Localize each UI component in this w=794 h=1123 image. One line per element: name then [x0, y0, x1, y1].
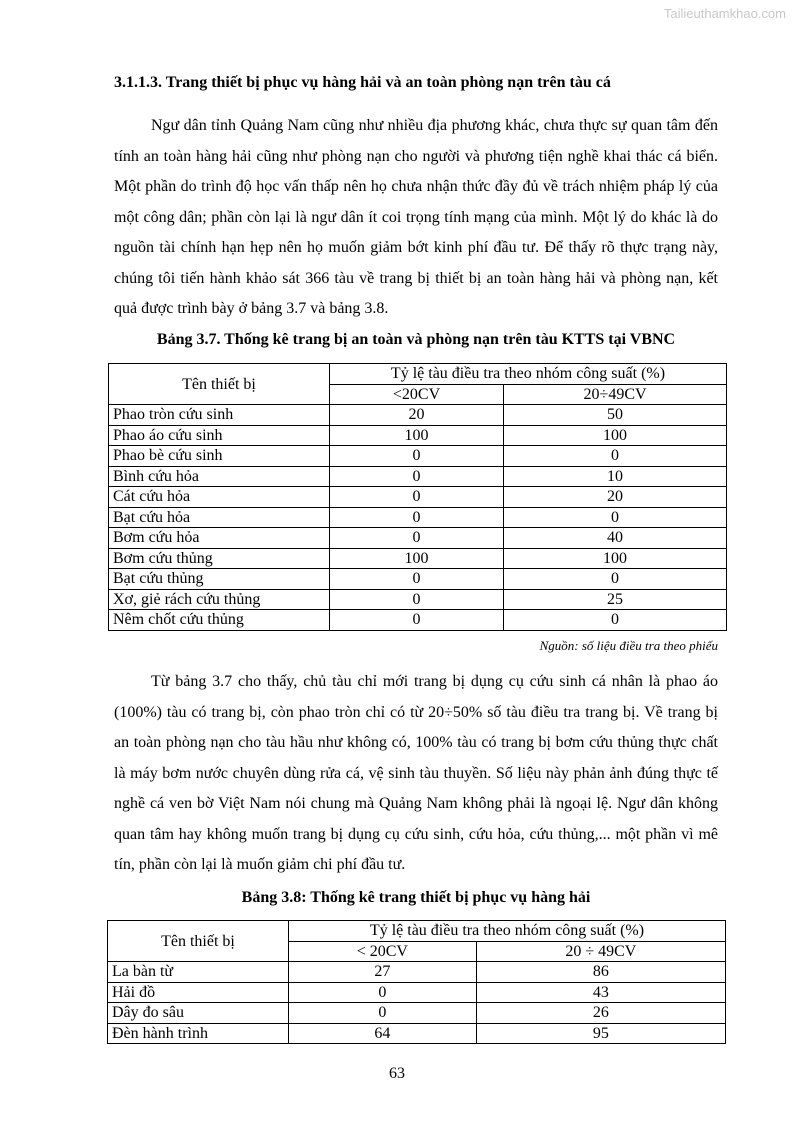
paragraph-analysis: Từ bảng 3.7 cho thấy, chủ tàu chỉ mới trang bị dụng cụ cứu sinh cá nhân là phao áo (100%) tàu có trang bị, còn phao tròn chỉ có từ 20÷50% số tàu điều tra trang bị. Về trang bị an toàn phòng nạn cho tàu hầu như không có, 100% tàu có trang bị bơm cứu thủng thực chất là máy bơm nước chuyên dùng rửa cá, vệ sinh tàu thuyền. Số liệu này phản ảnh đúng thực tế nghề cá ven bờ Việt Nam nói chung mà Quảng Nam không phải là ngoại lệ. Ngư dân không quan tâm hay không muốn trang bị dụng cụ cứu sinh, cứu hỏa, cứu thủng,... một phần vì mê tín, phần còn lại là muốn giảm chi phí đầu tư.: [114, 673, 718, 873]
column-header-device: Tên thiết bị: [108, 921, 289, 962]
table-row: [109, 446, 727, 467]
table-3-7-caption: Bảng 3.7. Thống kê trang bị an toàn và phòng nạn trên tàu KTTS tại VBNC: [156, 331, 676, 348]
value-under-20cv-cell: 0: [330, 610, 504, 631]
device-name-cell: Đèn hành trình: [108, 1023, 289, 1044]
table-source-note: Nguồn: số liệu điều tra theo phiếu: [539, 638, 718, 653]
table-row: [108, 1023, 726, 1044]
device-name-cell: Cát cứu hỏa: [109, 487, 330, 508]
value-20-49cv-cell: 25: [504, 589, 727, 610]
value-20-49cv-cell: 95: [476, 1023, 725, 1044]
value-under-20cv-cell: 0: [330, 466, 504, 487]
table-row: [109, 487, 727, 508]
device-name-cell: Bơm cứu hỏa: [109, 528, 330, 549]
value-under-20cv-cell: 0: [330, 528, 504, 549]
value-20-49cv-cell: 0: [504, 569, 727, 590]
device-name-cell: Phao áo cứu sinh: [109, 425, 330, 446]
table-row: [109, 405, 727, 426]
value-under-20cv-cell: 0: [289, 1003, 477, 1024]
device-name-cell: La bàn từ: [108, 962, 289, 983]
table-3-8-body: [108, 962, 726, 1044]
column-header-group: Tỷ lệ tàu điều tra theo nhóm công suất (%): [289, 921, 726, 942]
column-header-under-20cv: <20CV: [330, 384, 504, 405]
value-under-20cv-cell: 27: [289, 962, 477, 983]
value-20-49cv-cell: 100: [504, 548, 727, 569]
table-row: [109, 528, 727, 549]
paragraph-intro: Ngư dân tỉnh Quảng Nam cũng như nhiều địa phương khác, chưa thực sự quan tâm đến tính an toàn hàng hải cũng như phòng nạn cho người và phương tiện nghề khai thác cá biển. Một phần do trình độ học vấn thấp nên họ chưa nhận thức đầy đủ về trách nhiệm pháp lý của một công dân; phần còn lại là ngư dân ít coi trọng tính mạng của mình. Một lý do khác là do nguồn tài chính hạn hẹp nên họ muốn giảm bớt kinh phí đầu tư. Để thấy rõ thực trạng này, chúng tôi tiến hành khảo sát 366 tàu về trang bị thiết bị an toàn hàng hải và phòng nạn, kết quả được trình bày ở bảng 3.7 và bảng 3.8.: [114, 117, 718, 317]
value-20-49cv-cell: 0: [504, 446, 727, 467]
table-3-7: [108, 363, 727, 631]
value-20-49cv-cell: 40: [504, 528, 727, 549]
device-name-cell: Xơ, giẻ rách cứu thủng: [109, 589, 330, 610]
value-20-49cv-cell: 100: [504, 425, 727, 446]
value-20-49cv-cell: 43: [476, 982, 725, 1003]
table-3-7-body: [109, 405, 727, 631]
value-under-20cv-cell: 20: [330, 405, 504, 426]
device-name-cell: Bạt cứu thủng: [109, 569, 330, 590]
value-under-20cv-cell: 0: [330, 589, 504, 610]
column-header-20-49cv: 20 ÷ 49CV: [476, 941, 725, 962]
table-row: [109, 425, 727, 446]
column-header-device: Tên thiết bị: [109, 364, 330, 405]
table-row: [109, 507, 727, 528]
value-under-20cv-cell: 100: [330, 548, 504, 569]
table-row: [109, 610, 727, 631]
column-header-group: Tỷ lệ tàu điều tra theo nhóm công suất (%): [330, 364, 727, 385]
table-3-8-caption: Bảng 3.8: Thống kê trang thiết bị phục vụ hàng hải: [241, 889, 591, 906]
device-name-cell: Bơm cứu thủng: [109, 548, 330, 569]
value-20-49cv-cell: 26: [476, 1003, 725, 1024]
table-row: [109, 466, 727, 487]
value-under-20cv-cell: 64: [289, 1023, 477, 1044]
value-20-49cv-cell: 10: [504, 466, 727, 487]
value-under-20cv-cell: 0: [330, 487, 504, 508]
table-row: [109, 569, 727, 590]
table-3-8: [107, 920, 726, 1044]
value-under-20cv-cell: 0: [330, 507, 504, 528]
device-name-cell: Phao bè cứu sinh: [109, 446, 330, 467]
value-20-49cv-cell: 0: [504, 507, 727, 528]
value-20-49cv-cell: 0: [504, 610, 727, 631]
device-name-cell: Bình cứu hỏa: [109, 466, 330, 487]
table-row: [108, 962, 726, 983]
table-row: [108, 982, 726, 1003]
table-row: [109, 548, 727, 569]
value-20-49cv-cell: 86: [476, 962, 725, 983]
watermark: Tailieuthamkhao.com: [663, 6, 786, 21]
value-20-49cv-cell: 50: [504, 405, 727, 426]
device-name-cell: Nêm chốt cứu thủng: [109, 610, 330, 631]
section-heading: 3.1.1.3. Trang thiết bị phục vụ hàng hải và an toàn phòng nạn trên tàu cá: [114, 74, 611, 91]
value-under-20cv-cell: 0: [289, 982, 477, 1003]
column-header-20-49cv: 20÷49CV: [504, 384, 727, 405]
table-row: [109, 589, 727, 610]
page-number: 63: [389, 1065, 405, 1082]
table-row: [108, 1003, 726, 1024]
device-name-cell: Hải đồ: [108, 982, 289, 1003]
value-20-49cv-cell: 20: [504, 487, 727, 508]
value-under-20cv-cell: 0: [330, 446, 504, 467]
device-name-cell: Bạt cứu hỏa: [109, 507, 330, 528]
value-under-20cv-cell: 0: [330, 569, 504, 590]
device-name-cell: Dây đo sâu: [108, 1003, 289, 1024]
device-name-cell: Phao tròn cứu sinh: [109, 405, 330, 426]
value-under-20cv-cell: 100: [330, 425, 504, 446]
column-header-under-20cv: < 20CV: [289, 941, 477, 962]
